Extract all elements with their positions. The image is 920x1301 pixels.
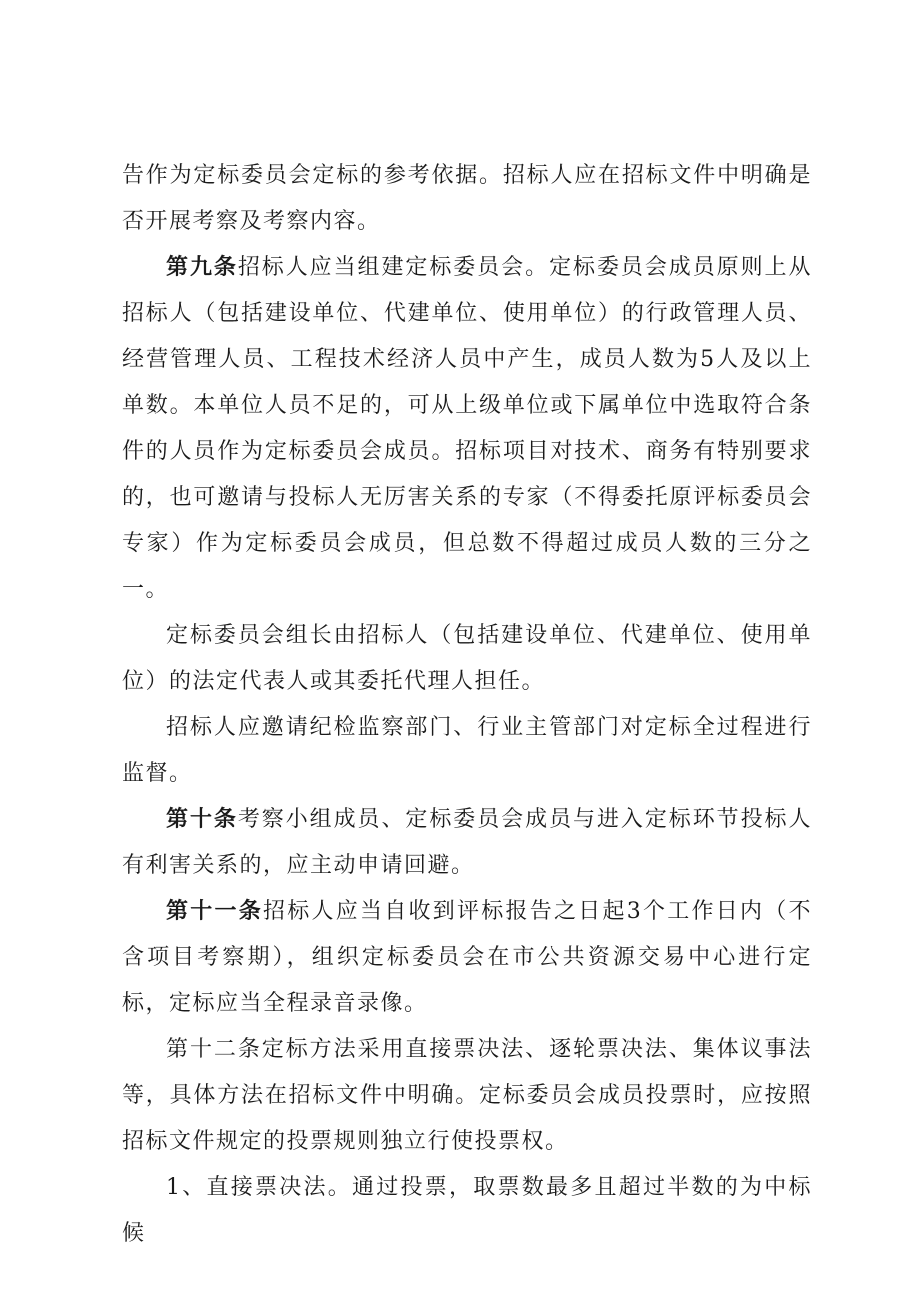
paragraph-text: 定标委员会组长由招标人（包括建设单位、代建单位、使用单位）的法定代表人或其委托代理人担任。 — [122, 623, 812, 694]
paragraph-article-11 — [122, 889, 812, 1027]
paragraph-text: 考察小组成员、定标委员会成员与进入定标环节投标人有利害关系的，应主动申请回避。 — [122, 807, 812, 878]
article-number: 第十条 — [166, 807, 238, 832]
article-number: 第十一条 — [166, 899, 263, 924]
paragraph-text: 招标人应当组建定标委员会。定标委员会成员原则上从招标人（包括建设单位、代建单位、使用单位）的行政管理人员、经营管理人员、工程技术经济人员中产生，成员人数为5人及以上单数。本单位人员不足的，可从上级单位或下属单位中选取符合条件的人员作为定标委员会成员。招标项目对技术、商务有特别要求的，也可邀请与投标人无厉害关系的专家（不得委托原评标委员会专家）作为定标委员会成员，但总数不得超过成员人数的三分之一。 — [122, 255, 812, 602]
paragraph-text: 招标人应当自收到评标报告之日起3个工作日内（不含项目考察期），组织定标委员会在市公共资源交易中心进行定标，定标应当全程录音录像。 — [122, 899, 812, 1016]
paragraph-text: 告作为定标委员会定标的参考依据。招标人应在招标文件中明确是否开展考察及考察内容。 — [122, 163, 812, 234]
paragraph-text: 第十二条定标方法采用直接票决法、逐轮票决法、集体议事法等，具体方法在招标文件中明确。定标委员会成员投票时，应按照招标文件规定的投票规则独立行使投票权。 — [122, 1037, 812, 1154]
document-body — [122, 153, 812, 1257]
paragraph-direct-vote — [122, 1165, 812, 1257]
paragraph-committee-leader — [122, 613, 812, 705]
paragraph-supervision — [122, 705, 812, 797]
paragraph-text: 1、直接票决法。通过投票，取票数最多且超过半数的为中标候 — [122, 1175, 812, 1246]
article-number: 第九条 — [166, 255, 238, 280]
paragraph-continuation — [122, 153, 812, 245]
paragraph-article-10 — [122, 797, 812, 889]
paragraph-article-9 — [122, 245, 812, 613]
paragraph-article-12 — [122, 1027, 812, 1165]
paragraph-text: 招标人应邀请纪检监察部门、行业主管部门对定标全过程进行监督。 — [122, 715, 812, 786]
